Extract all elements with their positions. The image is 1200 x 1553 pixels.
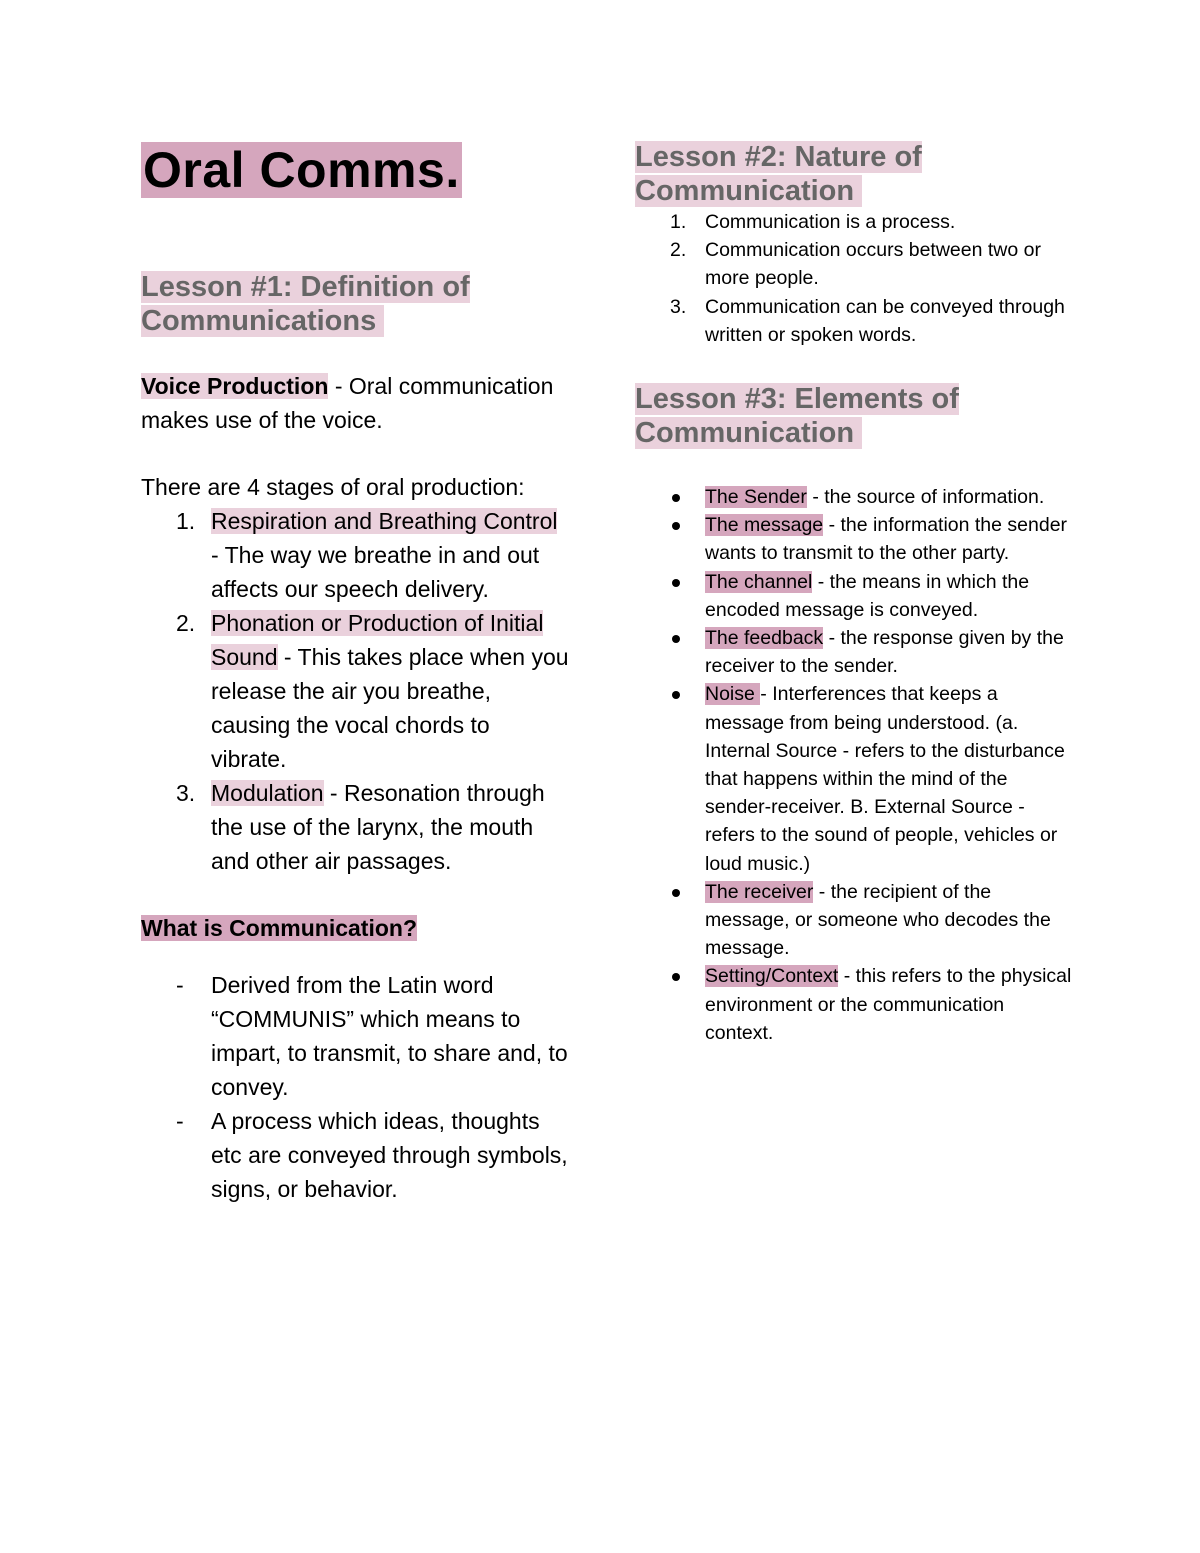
left-column bbox=[141, 140, 571, 1206]
element-term: The message bbox=[705, 514, 824, 537]
bullet-icon bbox=[672, 522, 680, 530]
element-term: The channel bbox=[705, 570, 813, 593]
bullet-icon bbox=[672, 973, 680, 981]
stage-text: - The way we breathe in and out affects our speech delivery. bbox=[211, 542, 540, 602]
right-column bbox=[635, 140, 1075, 1047]
element-term: Setting/Context bbox=[705, 965, 839, 988]
lesson1-heading: Lesson #1: Definition of Communications bbox=[141, 271, 470, 337]
list-item: The channel - the means in which the encoded message is conveyed. bbox=[635, 568, 1075, 624]
list-item: 2. Communication occurs between two or more people. bbox=[670, 239, 1041, 290]
bullet-icon bbox=[672, 494, 680, 502]
list-item: The Sender - the source of information. bbox=[635, 483, 1075, 511]
stage-term: Phonation or Production of Initial Sound bbox=[211, 610, 544, 670]
list-item: The message - the information the sender wants to transmit to the other party. bbox=[635, 511, 1075, 567]
lesson2-heading: Lesson #2: Nature of Communication bbox=[635, 141, 922, 207]
document-title: Oral Comms. bbox=[143, 142, 460, 198]
list-item: - Derived from the Latin word “COMMUNIS” which means to impart, to transmit, to share and, to convey. bbox=[176, 972, 568, 1100]
stage-item: 2. Phonation or Production of Initial Sound - This takes place when you release the air you breathe, causing the vocal chords to vibrate. bbox=[176, 610, 569, 772]
stage-term: Respiration and Breathing Control bbox=[211, 508, 558, 534]
what-is-communication-list bbox=[141, 968, 571, 1206]
voice-production-term: Voice Production bbox=[141, 373, 329, 399]
bullet-icon bbox=[672, 691, 680, 699]
bullet-icon bbox=[672, 635, 680, 643]
voice-production-paragraph bbox=[141, 369, 571, 437]
element-term: Noise bbox=[705, 683, 761, 706]
what-is-communication-heading: What is Communication? bbox=[141, 915, 417, 941]
list-item: - A process which ideas, thoughts etc are conveyed through symbols, signs, or behavior. bbox=[176, 1108, 568, 1202]
element-term: The feedback bbox=[705, 627, 824, 650]
stage-text: - Resonation through the use of the larynx, the mouth and other air passages. bbox=[211, 780, 545, 874]
list-item: Noise - Interferences that keeps a message from being understood. (a. Internal Source - refers to the disturbance that happens within the mind of the sender-receiver. B. External Source - refers to the sound of people, vehicles or loud music.) bbox=[635, 680, 1075, 877]
elements-list bbox=[635, 483, 1075, 1047]
stages-list bbox=[141, 504, 571, 878]
bullet-icon bbox=[672, 579, 680, 587]
element-term: The Sender bbox=[705, 486, 807, 509]
stages-intro: There are 4 stages of oral production: bbox=[141, 474, 525, 500]
list-item: The receiver - the recipient of the message, or someone who decodes the message. bbox=[635, 878, 1075, 963]
stage-item: 1. Respiration and Breathing Control - The way we breathe in and out affects our speech delivery. bbox=[176, 508, 558, 602]
stage-item: 3. Modulation - Resonation through the use of the larynx, the mouth and other air passages. bbox=[176, 780, 545, 874]
voice-production-text: - Oral communication makes use of the voice. bbox=[141, 373, 554, 433]
bullet-icon bbox=[672, 889, 680, 897]
nature-list bbox=[635, 208, 1075, 349]
list-item: Setting/Context - this refers to the physical environment or the communication context. bbox=[635, 962, 1075, 1047]
stage-term: Modulation bbox=[211, 780, 324, 806]
lesson3-heading: Lesson #3: Elements of Communication bbox=[635, 383, 959, 450]
element-term: The receiver bbox=[705, 880, 814, 903]
list-item: 1. Communication is a process. bbox=[670, 211, 956, 233]
stage-text: - This takes place when you release the air you breathe, causing the vocal chords to vibrate. bbox=[211, 644, 569, 772]
list-item: 3. Communication can be conveyed through written or spoken words. bbox=[670, 295, 1065, 346]
list-item: The feedback - the response given by the receiver to the sender. bbox=[635, 624, 1075, 680]
